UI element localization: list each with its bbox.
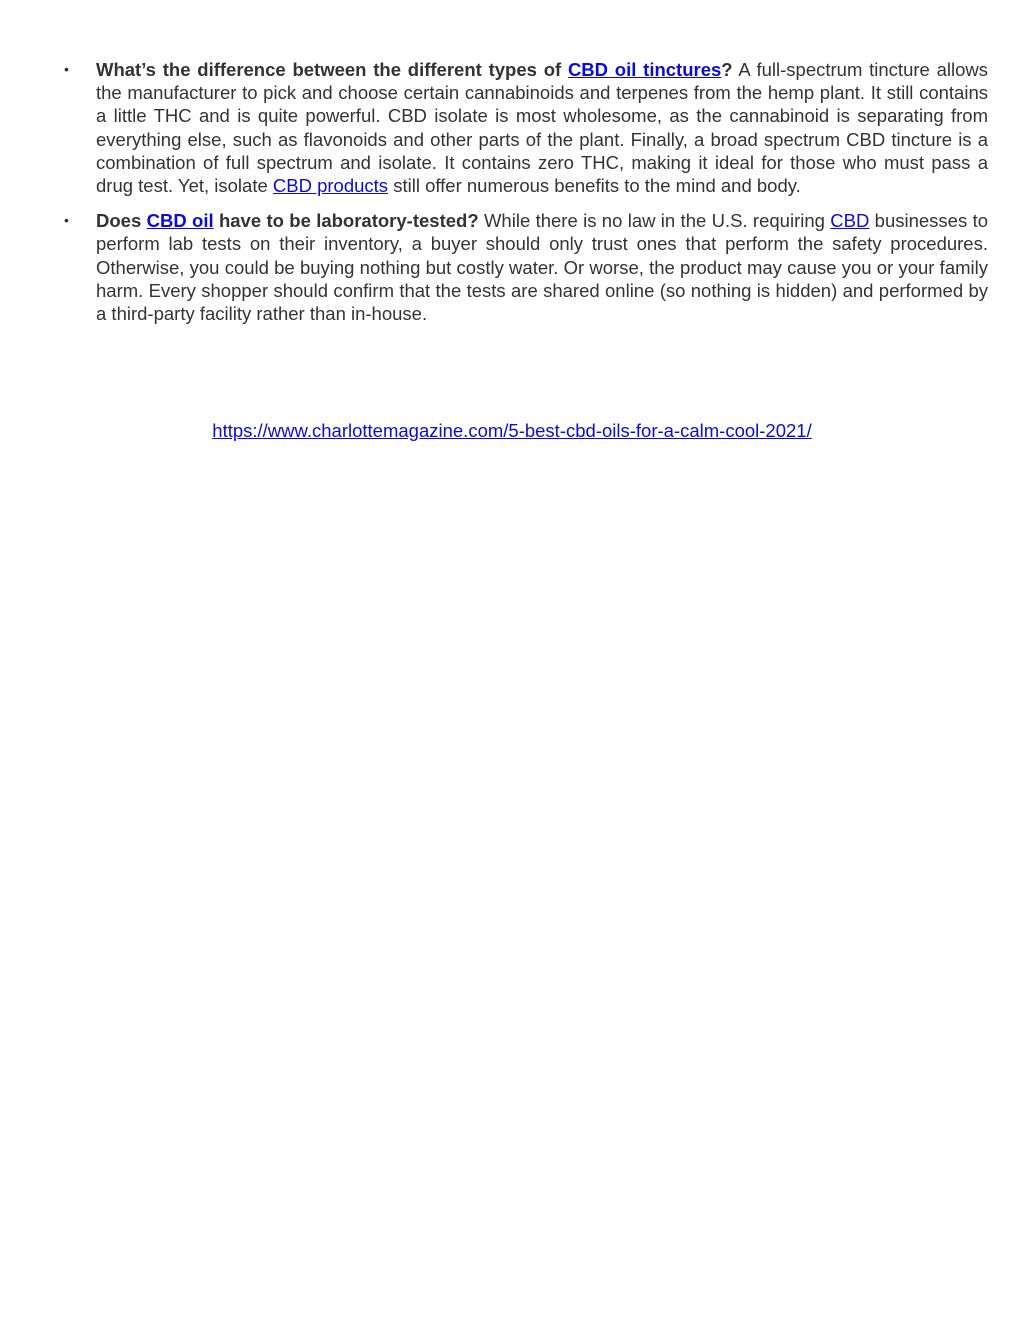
answer-text: A full-spectrum tincture allows the manufacturer to pick and choose certain cannabinoids and terpenes from the hemp plant. It still contains a little THC and is quite powerful. CBD isolate is most wholesome, as the cannabinoid is separating from everything else, such as flavonoids and other parts of the plant. Finally, a broad spectrum CBD tincture is a combination of full spectrum and isolate. It contains zero THC, making it ideal for those who must pass a drug test. Yet, isolate <box>96 59 988 197</box>
question-text: Does CBD oil have to be laboratory-tested? <box>96 210 479 232</box>
cbd-oil-tinctures-link[interactable]: CBD oil tinctures <box>567 59 722 80</box>
faq-list <box>60 58 988 337</box>
answer-text-end: still offer numerous benefits to the mind and body. <box>388 175 801 197</box>
source-url-link[interactable]: https://www.charlottemagazine.com/5-best-cbd-oils-for-a-calm-cool-2021/ <box>212 420 812 441</box>
cbd-oil-link[interactable]: CBD oil <box>146 210 214 232</box>
list-item <box>60 209 988 325</box>
question-text: What’s the difference between the different types of CBD oil tinctures? <box>96 59 733 80</box>
source-link-container <box>0 419 1024 442</box>
answer-text-end: businesses to perform lab tests on their inventory, a buyer should only trust ones that perform the safety procedures. Otherwise, you could be buying nothing but costly water. Or worse, the product may cause you or your family harm. Every shopper should confirm that the tests are shared online (so nothing is hidden) and performed by a third-party facility rather than in-house. <box>96 210 988 325</box>
list-item <box>60 58 988 197</box>
bullet-icon: • <box>64 61 69 77</box>
cbd-link[interactable]: CBD <box>830 210 870 232</box>
cbd-products-link[interactable]: CBD products <box>272 175 389 197</box>
bullet-icon: • <box>64 212 69 229</box>
answer-text: While there is no law in the U.S. requiring <box>478 210 831 232</box>
